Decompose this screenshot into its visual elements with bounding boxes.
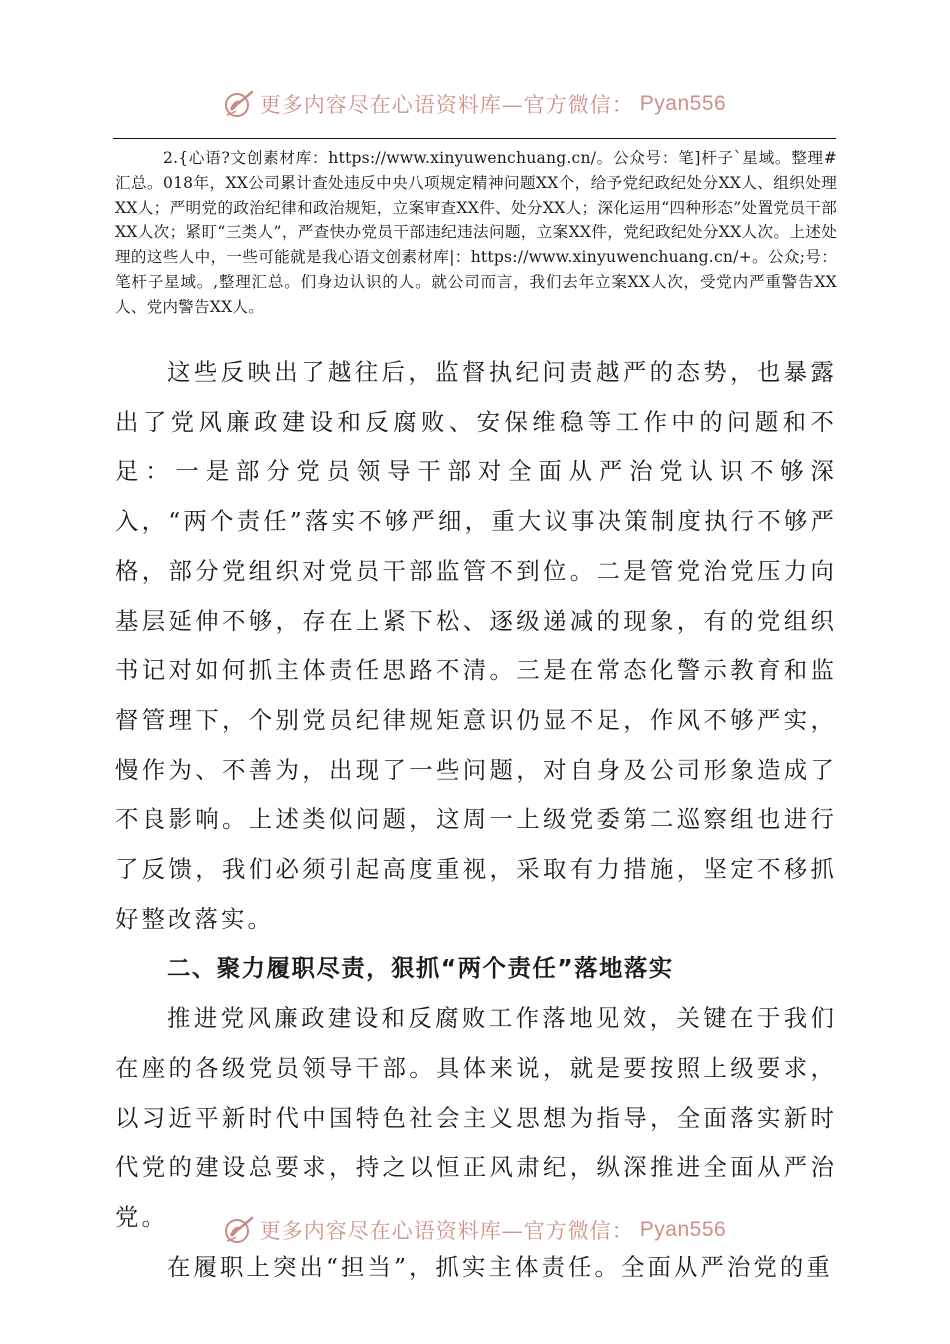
section-heading: 二、聚力履职尽责，狠抓“两个责任”落地落实	[167, 954, 674, 983]
paragraph-1: 这些反映出了越往后，监督执纪问责越严的态势，也暴露出了党风廉政建设和反腐败、安保维稳等工作中的问题和不足：一是部分党员领导干部对全面从严治党认识不够深入，“两个责任”落实不够严细，重大议事决策制度执行不够严格，部分党组织对党员干部监管不到位。二是管党治党压力向基层延伸不够，存在上紧下松、逐级递减的现象，有的党组织书记对如何抓主体责任思路不清。三是在常态化警示教育和监督管理下，个别党员纪律规矩意识仍显不足，作风不够严实，慢作为、不善为，出现了一些问题，对自身及公司形象造成了不良影响。上述类似问题，这周一上级党委第二巡察组也进行了反馈，我们必须引起高度重视，采取有力措施，坚定不移抓好整改落实。	[115, 358, 837, 933]
footnote-text: 2.{心语?文创素材库：https://www.xinyuwenchuang.cn/。公众号：笔]杆子`星域。整理#汇总。018年，XX公司累计查处违反中央八项规定精神问题XX个，给予党纪政纪处分XX人、组织处理XX人；严明党的政治纪律和政治规矩，立案审查XX件、处分XX人；深化运用“四种形态”处置党员干部XX人次；紧盯“三类人”，严查快办党员干部违纪违法问题，立案XX件，党纪政纪处分XX人次。上述处理的这些人中，一些可能就是我心语文创素材库|：https://www.xinyuwenchuang.cn/+。公众;号：笔杆子星域。,整理汇总。们身边认识的人。就公司而言，我们去年立案XX人次，受党内严重警告XX人、党内警告XX人。	[115, 149, 837, 316]
footer-banner-text: 更多内容尽在心语资料库—官方微信：	[259, 1219, 634, 1243]
footer-banner-wechat-id: Pyan556	[639, 1218, 727, 1241]
page-header-banner	[0, 84, 950, 124]
paragraph-3: 在履职上突出“担当”，抓实主体责任。全面从严治党的重	[167, 1252, 833, 1281]
page-footer-banner	[0, 1210, 950, 1250]
footer-banner	[224, 1215, 726, 1245]
pen-logo-icon	[224, 89, 254, 119]
paragraph-2: 推进党风廉政建设和反腐败工作落地见效，关键在于我们在座的各级党员领导干部。具体来说，就是要按照上级要求，以习近平新时代中国特色社会主义思想为指导，全面落实新时代党的建设总要求，持之以恒正风肃纪，纵深推进全面从严治党。	[115, 1004, 837, 1231]
banner-wechat-id: Pyan556	[639, 92, 727, 115]
banner	[224, 89, 726, 119]
header-rule	[113, 138, 836, 139]
banner-text: 更多内容尽在心语资料库—官方微信：	[259, 93, 634, 117]
document-body	[115, 348, 837, 1292]
footnote-block	[115, 146, 837, 320]
pen-logo-icon	[224, 1215, 254, 1245]
